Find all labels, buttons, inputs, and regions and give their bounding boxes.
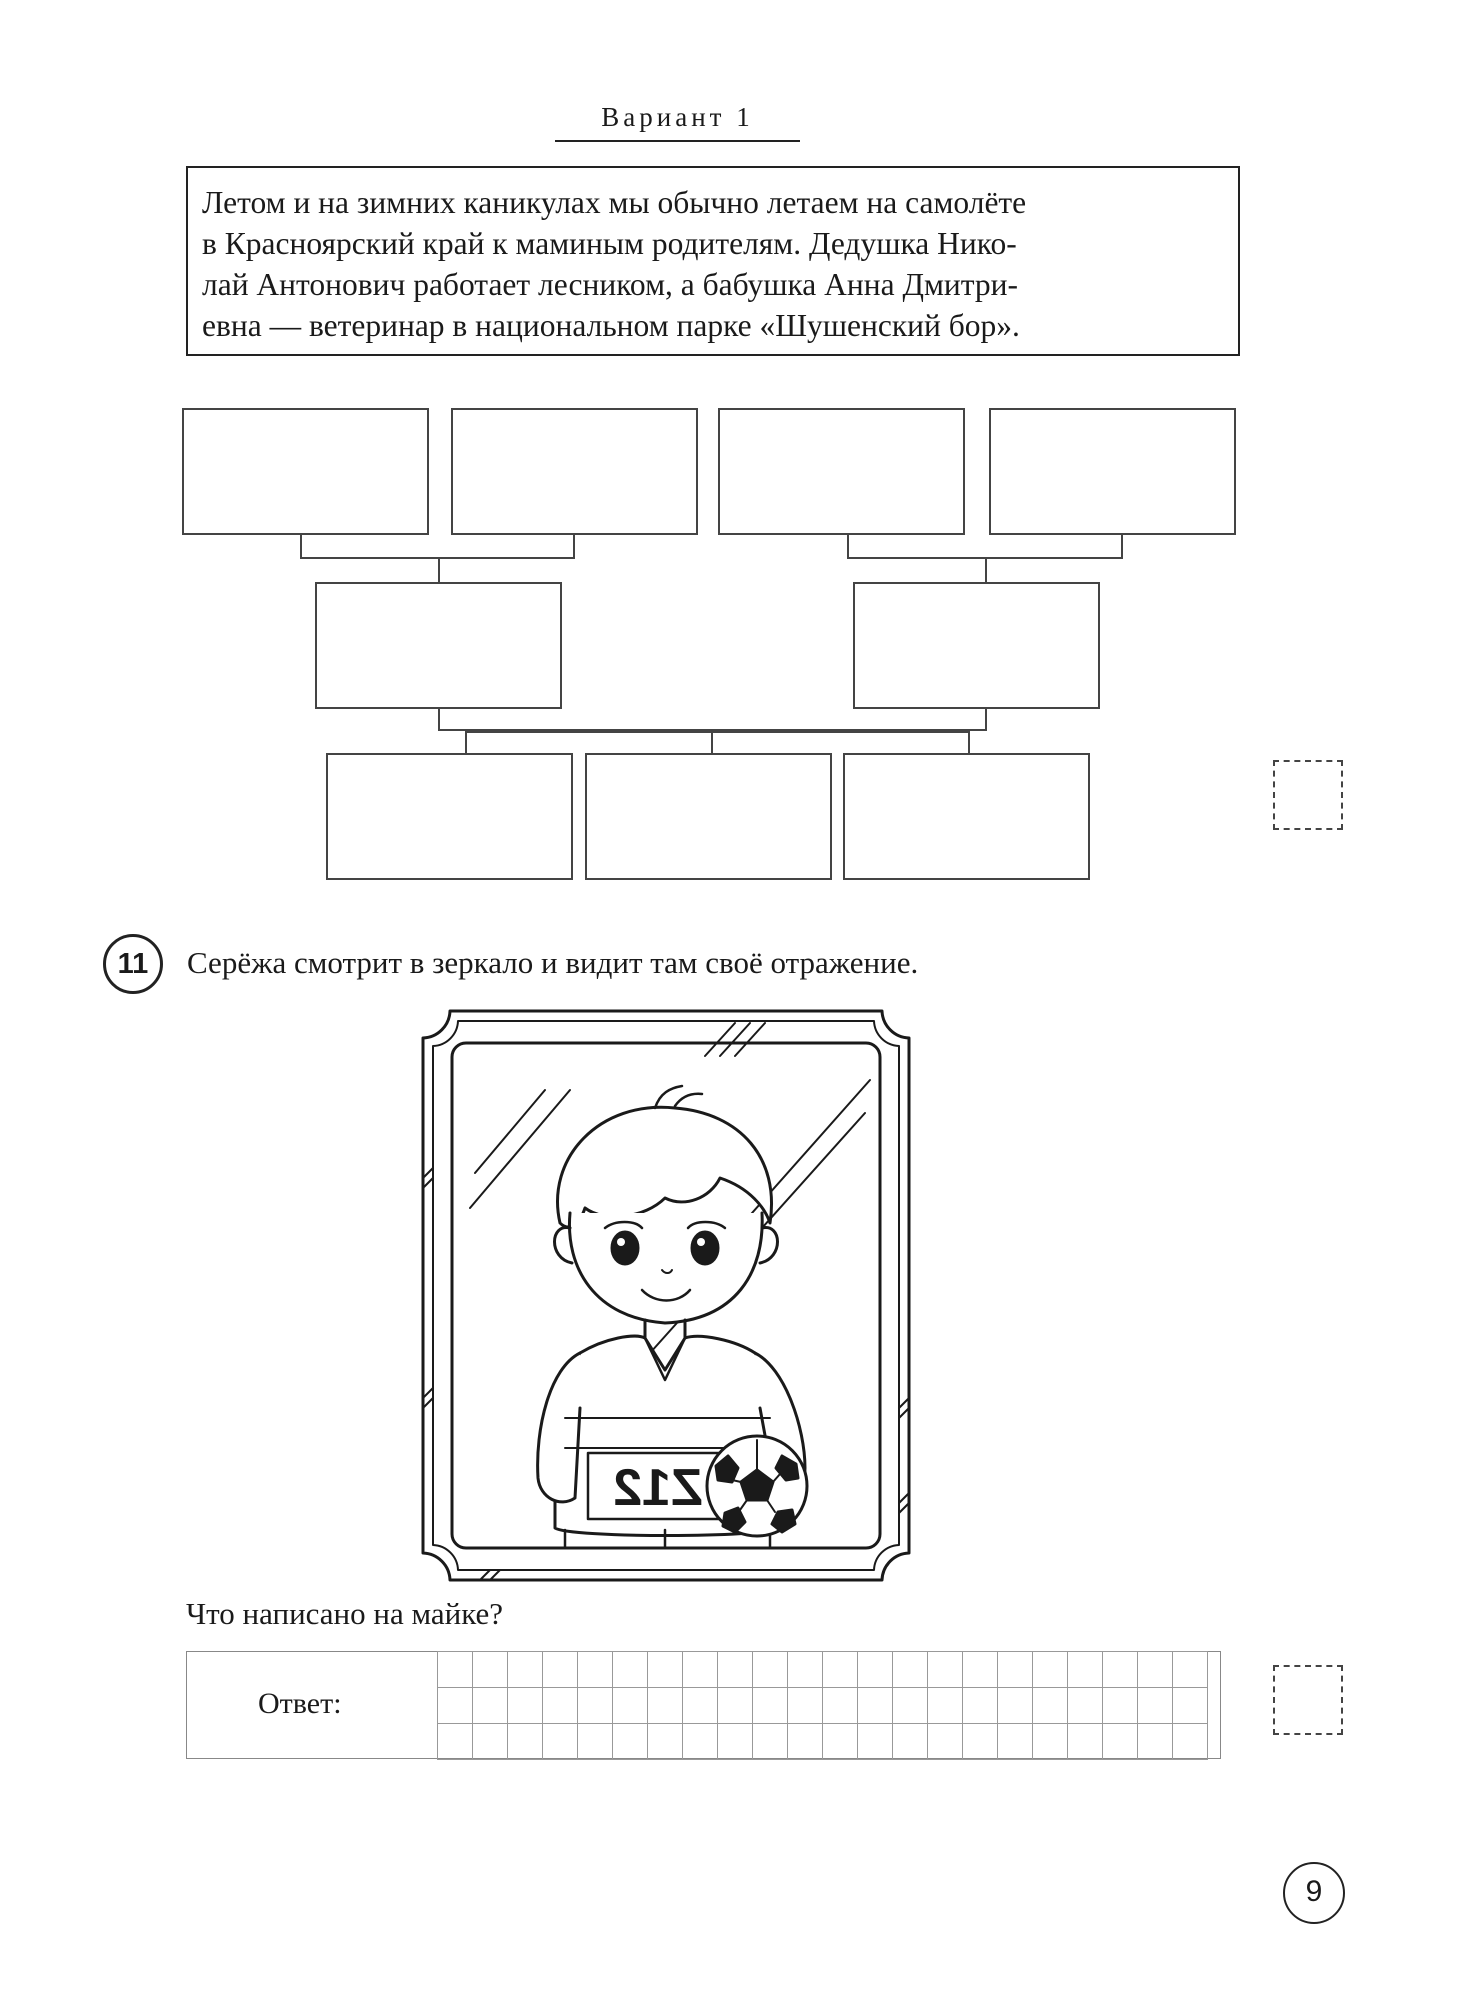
tree-box-child-1[interactable] xyxy=(326,753,573,880)
page-number: 9 xyxy=(1283,1862,1345,1924)
answer-grid-cell[interactable] xyxy=(752,1687,788,1724)
boy-face xyxy=(569,1213,762,1323)
tree-box-parent-2[interactable] xyxy=(853,582,1100,709)
shirt-number-text: Z12 xyxy=(613,1459,703,1517)
answer-grid-cell[interactable] xyxy=(647,1651,683,1688)
answer-grid-cell[interactable] xyxy=(577,1651,613,1688)
story-line: Летом и на зимних каникулах мы обычно летаем на самолёте xyxy=(202,185,1027,220)
task-text: Серёжа смотрит в зеркало и видит там своё отражение. xyxy=(187,945,919,980)
answer-grid-cell[interactable] xyxy=(927,1687,963,1724)
answer-grid-cell[interactable] xyxy=(647,1723,683,1760)
answer-grid-cell[interactable] xyxy=(717,1651,753,1688)
tree-connector xyxy=(438,709,440,730)
answer-grid-cell[interactable] xyxy=(682,1723,718,1760)
answer-grid-cell[interactable] xyxy=(437,1723,473,1760)
answer-grid-cell[interactable] xyxy=(997,1723,1033,1760)
tree-box-child-3[interactable] xyxy=(843,753,1090,880)
answer-grid-cell[interactable] xyxy=(1032,1687,1068,1724)
answer-grid-cell[interactable] xyxy=(857,1723,893,1760)
answer-grid-cell[interactable] xyxy=(682,1651,718,1688)
answer-grid-cell[interactable] xyxy=(717,1723,753,1760)
answer-grid-cell[interactable] xyxy=(472,1651,508,1688)
answer-grid-cell[interactable] xyxy=(1137,1723,1173,1760)
answer-grid-cell[interactable] xyxy=(1172,1687,1208,1724)
task-number-badge: 11 xyxy=(103,934,163,994)
tree-box-grandparent-2[interactable] xyxy=(451,408,698,535)
answer-grid-cell[interactable] xyxy=(1172,1723,1208,1760)
story-line: лай Антонович работает лесником, а бабушка Анна Дмитри- xyxy=(202,267,1018,302)
answer-grid-cell[interactable] xyxy=(892,1651,928,1688)
tree-connector xyxy=(573,535,575,558)
answer-grid-cell[interactable] xyxy=(1067,1723,1103,1760)
boy-hair xyxy=(558,1107,772,1227)
tree-connector xyxy=(1121,535,1123,558)
answer-grid-cell[interactable] xyxy=(1102,1651,1138,1688)
answer-grid-cell[interactable] xyxy=(1067,1651,1103,1688)
task-question: Что написано на майке? xyxy=(186,1596,504,1631)
tree-connector xyxy=(465,731,970,733)
answer-grid-cell[interactable] xyxy=(927,1723,963,1760)
answer-grid-cell[interactable] xyxy=(1032,1723,1068,1760)
answer-grid-cell[interactable] xyxy=(1067,1687,1103,1724)
tree-box-grandparent-4[interactable] xyxy=(989,408,1236,535)
story-text-box xyxy=(186,166,1240,356)
tree-connector xyxy=(711,731,713,753)
answer-grid-cell[interactable] xyxy=(577,1687,613,1724)
answer-grid-cell[interactable] xyxy=(507,1723,543,1760)
variant-title: Вариант 1 xyxy=(555,100,800,142)
answer-grid-cell[interactable] xyxy=(507,1687,543,1724)
answer-grid-cell[interactable] xyxy=(787,1687,823,1724)
answer-grid-cell[interactable] xyxy=(507,1651,543,1688)
tree-connector xyxy=(438,558,440,582)
tree-box-grandparent-3[interactable] xyxy=(718,408,965,535)
answer-grid-cell[interactable] xyxy=(997,1687,1033,1724)
answer-grid-cell[interactable] xyxy=(927,1651,963,1688)
story-line: в Красноярский край к маминым родителям. Дедушка Нико- xyxy=(202,226,1017,261)
score-box[interactable] xyxy=(1273,1665,1343,1735)
answer-grid-cell[interactable] xyxy=(1137,1651,1173,1688)
mirror-illustration xyxy=(420,1008,912,1583)
answer-grid-cell[interactable] xyxy=(1032,1651,1068,1688)
answer-grid-cell[interactable] xyxy=(437,1651,473,1688)
answer-grid-cell[interactable] xyxy=(892,1723,928,1760)
tree-connector xyxy=(985,558,987,582)
story-line: евна — ветеринар в национальном парке «Шушенский бор». xyxy=(202,308,1020,343)
answer-grid-cell[interactable] xyxy=(962,1723,998,1760)
boy-hair-tuft xyxy=(655,1086,702,1108)
answer-grid-cell[interactable] xyxy=(1137,1687,1173,1724)
tree-box-parent-1[interactable] xyxy=(315,582,562,709)
answer-grid-cell[interactable] xyxy=(1102,1687,1138,1724)
score-box[interactable] xyxy=(1273,760,1343,830)
tree-connector xyxy=(985,709,987,730)
answer-grid-cell[interactable] xyxy=(787,1651,823,1688)
answer-grid-cell[interactable] xyxy=(857,1687,893,1724)
answer-grid-cell[interactable] xyxy=(542,1723,578,1760)
tree-connector xyxy=(968,731,970,753)
answer-grid-cell[interactable] xyxy=(997,1651,1033,1688)
answer-grid-cell[interactable] xyxy=(752,1723,788,1760)
answer-grid-cell[interactable] xyxy=(1102,1723,1138,1760)
answer-grid-cell[interactable] xyxy=(647,1687,683,1724)
tree-box-child-2[interactable] xyxy=(585,753,832,880)
answer-grid-cell[interactable] xyxy=(542,1651,578,1688)
answer-grid-cell[interactable] xyxy=(752,1651,788,1688)
tree-connector xyxy=(465,731,467,753)
answer-grid-cell[interactable] xyxy=(822,1651,858,1688)
answer-grid-cell[interactable] xyxy=(962,1687,998,1724)
tree-connector xyxy=(300,535,302,558)
answer-grid-cell[interactable] xyxy=(1172,1651,1208,1688)
answer-grid-cell[interactable] xyxy=(437,1687,473,1724)
answer-grid-cell[interactable] xyxy=(717,1687,753,1724)
answer-grid-cell[interactable] xyxy=(822,1687,858,1724)
answer-grid-cell[interactable] xyxy=(577,1723,613,1760)
tree-box-grandparent-1[interactable] xyxy=(182,408,429,535)
answer-label: Ответ: xyxy=(258,1687,342,1720)
answer-grid-cell[interactable] xyxy=(822,1723,858,1760)
answer-grid-cell[interactable] xyxy=(612,1687,648,1724)
answer-grid-cell[interactable] xyxy=(542,1687,578,1724)
answer-grid-cell[interactable] xyxy=(612,1723,648,1760)
answer-grid-cell[interactable] xyxy=(682,1687,718,1724)
answer-grid-cell[interactable] xyxy=(787,1723,823,1760)
answer-grid-cell[interactable] xyxy=(472,1687,508,1724)
answer-grid-cell[interactable] xyxy=(612,1651,648,1688)
tree-connector xyxy=(847,535,849,558)
answer-grid-cell[interactable] xyxy=(857,1651,893,1688)
boy-arm-left xyxy=(538,1353,580,1502)
answer-grid-cell[interactable] xyxy=(962,1651,998,1688)
answer-grid-cell[interactable] xyxy=(472,1723,508,1760)
answer-grid-cell[interactable] xyxy=(892,1687,928,1724)
